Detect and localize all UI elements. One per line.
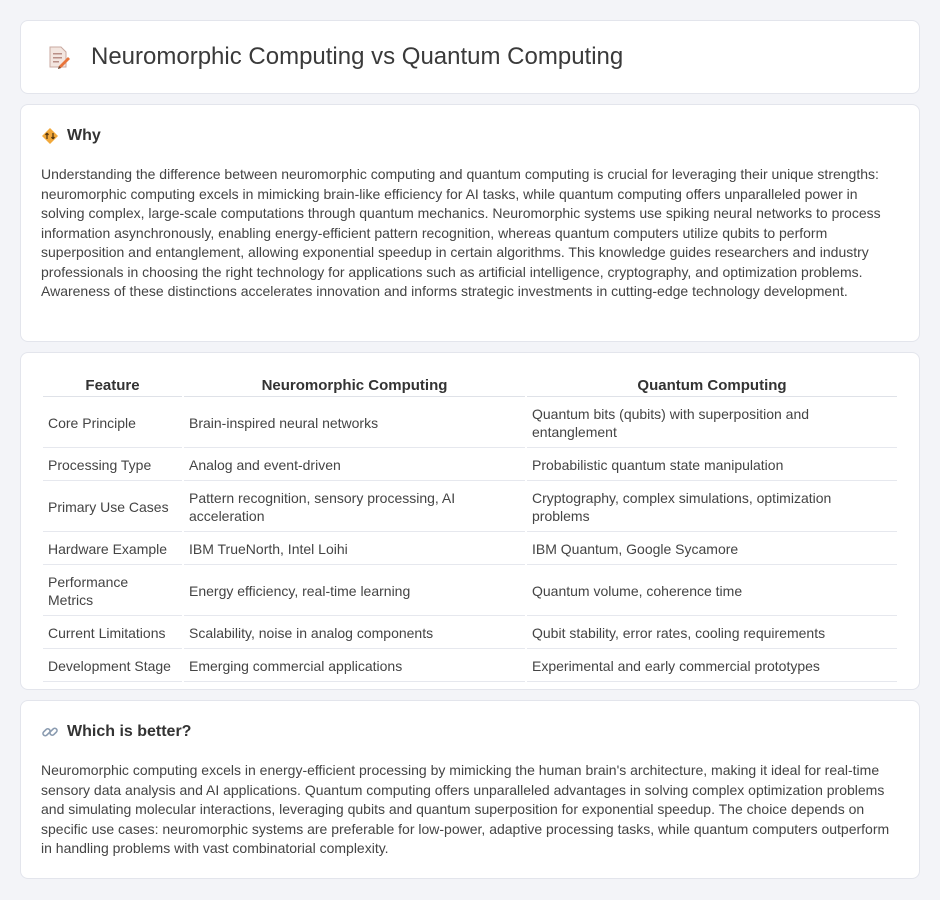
row-feature: Hardware Example (43, 534, 182, 565)
row-feature: Development Stage (43, 651, 182, 682)
table-row (43, 618, 897, 649)
why-section (20, 104, 920, 342)
row-quantum: IBM Quantum, Google Sycamore (527, 534, 897, 565)
row-neuromorphic: Emerging commercial applications (184, 651, 525, 682)
row-neuromorphic: Analog and event-driven (184, 450, 525, 481)
table-row (43, 567, 897, 616)
row-feature: Processing Type (43, 450, 182, 481)
header-neuromorphic: Neuromorphic Computing (184, 375, 525, 397)
header-quantum: Quantum Computing (527, 375, 897, 397)
table-row (43, 534, 897, 565)
why-title: Why (67, 127, 101, 144)
header-card (20, 20, 920, 94)
row-neuromorphic: Pattern recognition, sensory processing, AI acceleration (184, 483, 525, 532)
table-header-row (43, 375, 897, 397)
row-feature: Core Principle (43, 399, 182, 448)
better-text: Neuromorphic computing excels in energy-efficient processing by mimicking the human brain's architecture, making it ideal for real-time sensory data analysis and AI applications. Quantum computing offers unparalleled advantages in solving complex optimization problems and simulating molecular interactions, leveraging qubits and quantum superposition for exponential speedup. The choice depends on specific use cases: neuromorphic systems are preferable for low-power, adaptive processing tasks, while quantum computers outperform in handling problems with vast combinatorial complexity. (41, 762, 890, 856)
link-icon (41, 723, 59, 741)
page-title: Neuromorphic Computing vs Quantum Computing (91, 43, 624, 70)
row-quantum: Experimental and early commercial prototypes (527, 651, 897, 682)
row-feature: Current Limitations (43, 618, 182, 649)
row-neuromorphic: Brain-inspired neural networks (184, 399, 525, 448)
header-feature: Feature (43, 375, 182, 397)
row-feature: Primary Use Cases (43, 483, 182, 532)
which-is-better-section (20, 700, 920, 879)
better-heading (41, 723, 899, 741)
table-row (43, 450, 897, 481)
row-neuromorphic: Energy efficiency, real-time learning (184, 567, 525, 616)
row-quantum: Quantum bits (qubits) with superposition and entanglement (527, 399, 897, 448)
table-row (43, 399, 897, 448)
comparison-table-card (20, 352, 920, 690)
why-heading (41, 127, 899, 145)
row-quantum: Qubit stability, error rates, cooling requirements (527, 618, 897, 649)
better-title: Which is better? (67, 723, 192, 740)
row-neuromorphic: Scalability, noise in analog components (184, 618, 525, 649)
comparison-table (41, 373, 899, 684)
table-row (43, 483, 897, 532)
row-quantum: Cryptography, complex simulations, optimization problems (527, 483, 897, 532)
row-neuromorphic: IBM TrueNorth, Intel Loihi (184, 534, 525, 565)
table-row (43, 651, 897, 682)
row-feature: Performance Metrics (43, 567, 182, 616)
document-pencil-icon (45, 44, 71, 70)
why-text: Understanding the difference between neuromorphic computing and quantum computing is crucial for leveraging their unique strengths: neuromorphic computing excels in mimicking brain-like efficiency for AI tasks, while quantum computing offers unparalleled power in solving complex, large-scale computations through quantum mechanics. Neuromorphic systems use spiking neural networks to process information asynchronously, enabling energy-efficient pattern recognition, whereas quantum computers utilize qubits to perform superposition and entanglement, allowing exponential speedup in certain algorithms. This knowledge guides researchers and industry professionals in choosing the right technology for applications such as artificial intelligence, cryptography, and optimization problems. Awareness of these distinctions accelerates innovation and informs strategic investments in cutting-edge technology development. (41, 166, 881, 299)
row-quantum: Quantum volume, coherence time (527, 567, 897, 616)
diamond-arrows-icon (41, 127, 59, 145)
row-quantum: Probabilistic quantum state manipulation (527, 450, 897, 481)
